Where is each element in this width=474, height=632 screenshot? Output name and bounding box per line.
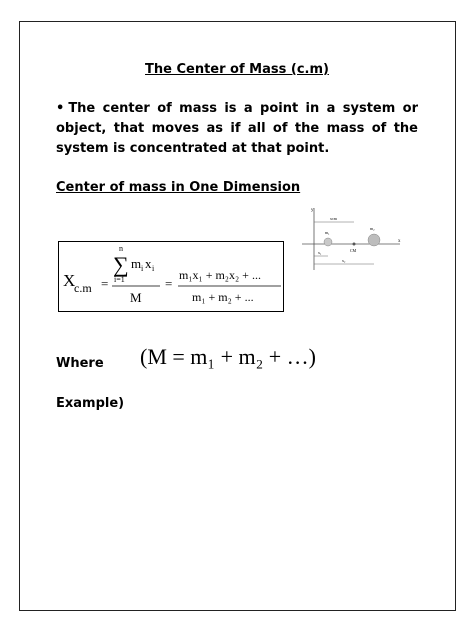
total-mass-equation-text: (M = m₁ + m₂ + …)	[140, 344, 316, 369]
bullet-symbol: •	[56, 101, 65, 116]
center-of-mass-equation-box	[58, 241, 284, 312]
example-label: Example)	[56, 396, 125, 411]
diagram-cm-point	[353, 243, 356, 246]
diagram-x2-label: x₂	[342, 258, 346, 263]
diagram-m2-label: m₂	[370, 226, 375, 231]
diagram-m1-label: m₁	[325, 230, 330, 235]
center-of-mass-diagram	[298, 204, 408, 274]
diagram-x-label: x	[398, 239, 401, 244]
definition-paragraph	[56, 99, 418, 159]
eq-sum-symbol: ∑	[113, 252, 129, 277]
eq-denominator-1: M	[130, 290, 142, 305]
center-of-mass-equation	[59, 242, 285, 313]
definition-text: The center of mass is a point in a system or object, that moves as if all of the mass of the system is concentrated at that point.	[56, 101, 418, 156]
eq-denominator-2: m₁ + m₂ + ...	[192, 290, 254, 304]
diagram-x1-label: x₁	[318, 250, 322, 255]
page-title: The Center of Mass (c.m)	[145, 62, 329, 77]
eq-sum-upper: n	[119, 244, 123, 253]
diagram-mass-1	[324, 238, 332, 246]
total-mass-equation	[138, 336, 322, 376]
section-heading: Center of mass in One Dimension	[56, 180, 301, 195]
eq-equals-2: =	[165, 276, 173, 291]
eq-sum-term-sub1: i	[141, 264, 144, 273]
eq-sum-lower: i=1	[114, 275, 125, 284]
eq-numerator-2: m₁x₁ + m₂x₂ + ...	[179, 268, 261, 282]
diagram-y-label: y	[311, 208, 314, 213]
where-label: Where	[56, 356, 104, 371]
eq-sum-term-m: m	[131, 256, 142, 271]
diagram-xcm-label: xcm	[330, 216, 337, 221]
eq-lhs-main: X	[63, 271, 76, 290]
diagram-cm-label: CM	[350, 248, 357, 253]
eq-equals-1: =	[101, 276, 109, 291]
eq-sum-term-x: x	[145, 256, 152, 271]
diagram-mass-2	[368, 234, 380, 246]
eq-lhs-sub: c.m	[74, 281, 92, 295]
eq-sum-term-sub2: i	[152, 264, 155, 273]
